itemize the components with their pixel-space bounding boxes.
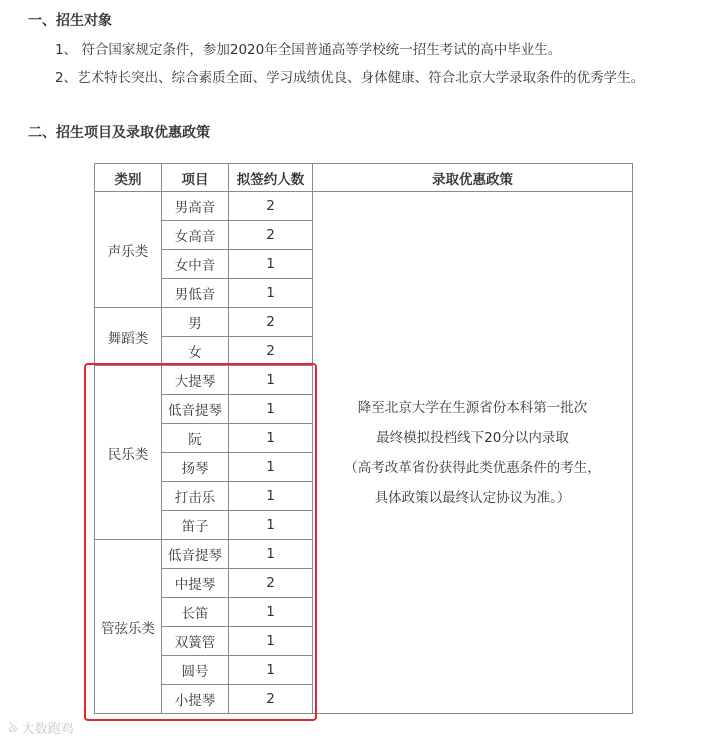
- item-cell: 双簧管: [162, 627, 229, 656]
- item-cell: 大提琴: [162, 366, 229, 395]
- category-cell: 民乐类: [95, 366, 162, 540]
- quota-cell: 1: [229, 482, 313, 511]
- header-item: 项目: [162, 164, 229, 192]
- item-cell: 女: [162, 337, 229, 366]
- quota-cell: 1: [229, 424, 313, 453]
- category-cell: 声乐类: [95, 192, 162, 308]
- quota-cell: 1: [229, 540, 313, 569]
- header-policy: 录取优惠政策: [313, 164, 633, 192]
- admission-table: [94, 163, 633, 714]
- quota-cell: 1: [229, 395, 313, 424]
- quota-cell: 2: [229, 221, 313, 250]
- section-heading-2: 二、招生项目及录取优惠政策: [28, 125, 210, 141]
- header-quota: 拟签约人数: [229, 164, 313, 192]
- item-cell: 男低音: [162, 279, 229, 308]
- watermark: [8, 714, 74, 741]
- quota-cell: 2: [229, 308, 313, 337]
- item-cell: 男高音: [162, 192, 229, 221]
- category-cell: 舞蹈类: [95, 308, 162, 366]
- table-header-row: [95, 164, 633, 192]
- item-cell: 阮: [162, 424, 229, 453]
- item-cell: 低音提琴: [162, 395, 229, 424]
- category-cell: 管弦乐类: [95, 540, 162, 714]
- item-cell: 中提琴: [162, 569, 229, 598]
- item-cell: 扬琴: [162, 453, 229, 482]
- item-cell: 小提琴: [162, 685, 229, 714]
- quota-cell: 1: [229, 598, 313, 627]
- quota-cell: 1: [229, 279, 313, 308]
- item-cell: 笛子: [162, 511, 229, 540]
- watermark-text: 大数跑鸡: [21, 722, 74, 737]
- item-cell: 圆号: [162, 656, 229, 685]
- quota-cell: 1: [229, 366, 313, 395]
- header-category: 类别: [95, 164, 162, 192]
- quota-cell: 2: [229, 192, 313, 221]
- policy-line: 具体政策以最终认定协议为准。）: [374, 489, 571, 506]
- policy-line: （高考改革省份获得此类优惠条件的考生，: [344, 459, 601, 476]
- item-cell: 低音提琴: [162, 540, 229, 569]
- quota-cell: 1: [229, 656, 313, 685]
- quota-cell: 2: [229, 569, 313, 598]
- quota-cell: 1: [229, 627, 313, 656]
- quota-cell: 1: [229, 511, 313, 540]
- weibo-logo-icon: ঌ: [8, 717, 18, 736]
- item-cell: 女高音: [162, 221, 229, 250]
- eligibility-item-2: 2、艺术特长突出、综合素质全面、学习成绩优良、身体健康、符合北京大学录取条件的优秀学生。: [55, 70, 645, 86]
- policy-cell: [313, 192, 633, 714]
- item-cell: 长笛: [162, 598, 229, 627]
- eligibility-item-1: 1、 符合国家规定条件，参加2020年全国普通高等学校统一招生考试的高中毕业生。: [55, 42, 562, 58]
- quota-cell: 1: [229, 453, 313, 482]
- policy-line: 最终模拟投档线下20分以内录取: [376, 429, 569, 446]
- item-cell: 打击乐: [162, 482, 229, 511]
- item-cell: 男: [162, 308, 229, 337]
- table-row: [95, 192, 633, 221]
- quota-cell: 2: [229, 685, 313, 714]
- policy-line: 降至北京大学在生源省份本科第一批次: [357, 399, 588, 416]
- quota-cell: 1: [229, 250, 313, 279]
- item-cell: 女中音: [162, 250, 229, 279]
- quota-cell: 2: [229, 337, 313, 366]
- section-heading-1: 一、招生对象: [28, 13, 112, 29]
